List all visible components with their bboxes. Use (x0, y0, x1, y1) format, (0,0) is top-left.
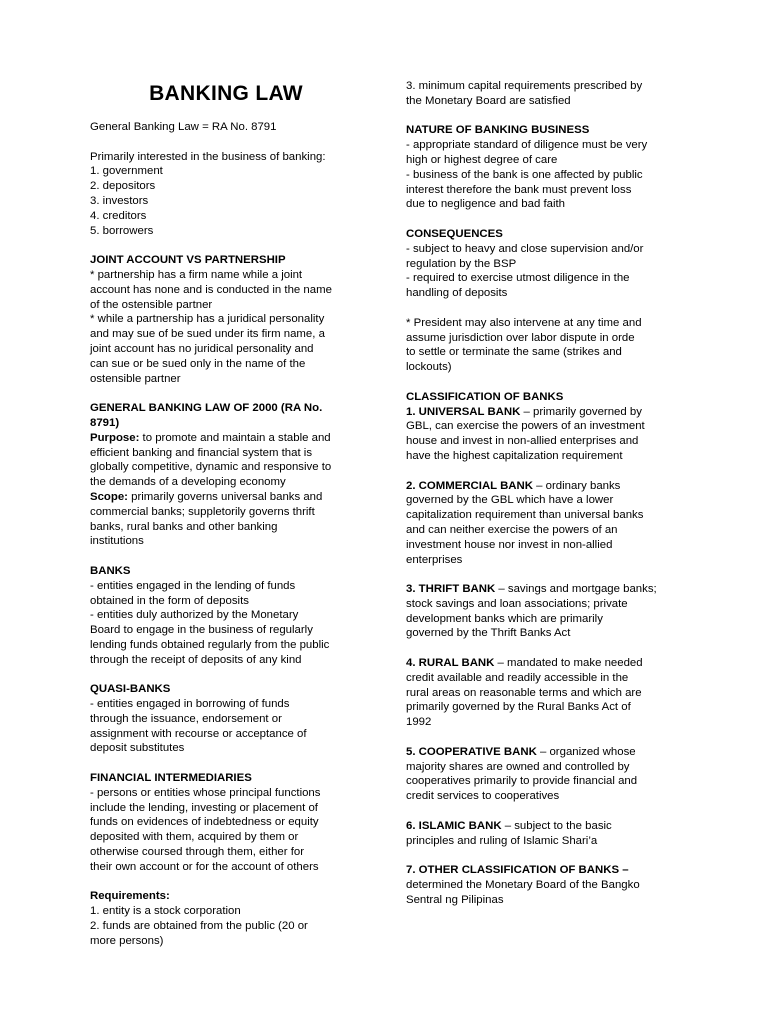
text-line: principles and ruling of Islamic Shari’a (406, 834, 598, 847)
bank-type-label: 4. RURAL BANK (406, 657, 495, 670)
text-line: can sue or be sued only in the name of the (90, 357, 306, 370)
text-line: * while a partnership has a juridical personality (90, 313, 325, 326)
text-line: GBL, can exercise the powers of an investment (406, 420, 645, 433)
consequences-section (406, 227, 684, 301)
text-line: 1. entity is a stock corporation (90, 905, 241, 918)
text-line: their own account or for the account of others (90, 860, 319, 873)
interested-section (90, 150, 366, 239)
text-line: development banks which are primarily (406, 612, 603, 625)
text-line: funds on evidences of indebtedness or equity (90, 816, 319, 829)
text-line: to settle or terminate the same (strikes and (406, 346, 622, 359)
bank-type-line (406, 405, 684, 420)
islamic-bank (406, 819, 684, 849)
purpose-text: to promote and maintain a stable and (139, 431, 331, 444)
text-line: - business of the bank is one affected by public (406, 168, 643, 181)
bank-type-line (406, 479, 684, 494)
cooperative-bank (406, 745, 684, 804)
requirements-continued (406, 79, 684, 109)
interested-item: 2. depositors (90, 180, 156, 193)
text-line: deposited with them, acquired by them or (90, 831, 299, 844)
text-line: - appropriate standard of diligence must be very (406, 139, 648, 152)
text-line: through the issuance, endorsement or (90, 712, 282, 725)
joint-account-section (90, 253, 366, 386)
document-title: BANKING LAW (149, 82, 303, 105)
text-line: more persons) (90, 934, 164, 947)
text-line: lockouts) (406, 361, 452, 374)
bank-type-label: 1. UNIVERSAL BANK (406, 405, 521, 418)
section-heading: JOINT ACCOUNT VS PARTNERSHIP (90, 254, 286, 267)
bank-type-text: – (619, 864, 629, 877)
section-heading: GENERAL BANKING LAW OF 2000 (RA No. (90, 402, 323, 415)
text-line: - entities engaged in borrowing of funds (90, 698, 290, 711)
scope-label: Scope: (90, 490, 128, 503)
quasi-banks-section (90, 682, 366, 756)
section-heading: FINANCIAL INTERMEDIARIES (90, 772, 252, 785)
banks-section (90, 564, 366, 668)
text-line: interest therefore the bank must prevent loss (406, 183, 632, 196)
bank-type-label: 5. COOPERATIVE BANK (406, 745, 537, 758)
text-line: otherwise coursed through them, either for (90, 846, 305, 859)
text-line: banks, rural banks and other banking (90, 520, 278, 533)
text-line: commercial banks; suppletorily governs thrift (90, 505, 315, 518)
rural-bank (406, 656, 684, 730)
section-heading: 8791) (90, 416, 120, 429)
bank-type-label: 6. ISLAMIC BANK (406, 819, 502, 832)
text-line: joint account has no juridical personality and (90, 342, 314, 355)
text-line: through the receipt of deposits of any kind (90, 653, 302, 666)
bank-type-label: 2. COMMERCIAL BANK (406, 479, 533, 492)
text-line: regulation by the BSP (406, 257, 517, 270)
section-heading: CONSEQUENCES (406, 227, 503, 240)
bank-type-text: – primarily governed by (520, 405, 642, 418)
interested-item: 4. creditors (90, 209, 147, 222)
bank-type-text: – organized whose (536, 745, 636, 758)
president-note (406, 316, 684, 375)
text-line: governed by the Thrift Banks Act (406, 627, 571, 640)
left-column (90, 120, 366, 949)
text-line: - subject to heavy and close supervision and/or (406, 242, 644, 255)
text-line: high or highest degree of care (406, 153, 558, 166)
commercial-bank (406, 479, 684, 568)
text-line: efficient banking and financial system that is (90, 446, 313, 459)
gbl-2000-section (90, 401, 366, 549)
text-line: Sentral ng Pilipinas (406, 893, 504, 906)
text-line: 3. minimum capital requirements prescribed by (406, 80, 643, 92)
text-line: capitalization requirement than universal banks (406, 509, 644, 522)
bank-type-line (406, 819, 684, 834)
section-heading: BANKS (90, 564, 131, 577)
text-line: governed by the GBL which have a lower (406, 494, 614, 507)
text-line: - entities engaged in the lending of funds (90, 579, 296, 592)
bank-type-line (406, 656, 684, 671)
text-line: - entities duly authorized by the Monetary (90, 609, 299, 622)
text-line: include the lending, investing or placement of (90, 801, 318, 814)
interested-item: 5. borrowers (90, 224, 154, 237)
text-line: and may sue of be sued under its firm name, a (90, 328, 325, 341)
requirements-section (90, 889, 366, 948)
bank-type-label: 7. OTHER CLASSIFICATION OF BANKS (406, 864, 620, 877)
text-line: ostensible partner (90, 372, 181, 385)
purpose-label: Purpose: (90, 431, 140, 444)
text-line: credit services to cooperatives (406, 790, 560, 803)
text-line: handling of deposits (406, 287, 508, 300)
text-line: credit available and readily accessible in the (406, 671, 629, 684)
text-line: due to negligence and bad faith (406, 198, 565, 211)
intro-line: General Banking Law = RA No. 8791 (90, 121, 277, 133)
text-line: - required to exercise utmost diligence in the (406, 272, 630, 285)
text-line: primarily governed by the Rural Banks Act of (406, 701, 631, 714)
intro-paragraph (90, 120, 366, 135)
section-heading: CLASSIFICATION OF BANKS (406, 390, 564, 403)
text-line: lending funds obtained regularly from the public (90, 638, 330, 651)
text-line: 1992 (406, 716, 432, 729)
scope-line (90, 490, 366, 505)
text-line: assume jurisdiction over labor dispute in orde (406, 331, 635, 344)
other-classification (406, 863, 684, 907)
bank-type-text: – savings and mortgage banks; (495, 583, 657, 596)
bank-type-line (406, 745, 684, 760)
text-line: obtained in the form of deposits (90, 594, 249, 607)
text-line: house and invest in non-allied enterprises and (406, 435, 639, 448)
thrift-bank (406, 582, 684, 641)
bank-type-label: 3. THRIFT BANK (406, 583, 496, 596)
interested-lead: Primarily interested in the business of banking: (90, 150, 326, 163)
interested-item: 1. government (90, 165, 163, 178)
text-line: institutions (90, 535, 144, 548)
scope-text: primarily governs universal banks and (127, 490, 323, 503)
text-line: 2. funds are obtained from the public (20 or (90, 920, 308, 933)
text-line: cooperatives primarily to provide financial and (406, 775, 638, 788)
text-line: globally competitive, dynamic and responsive to (90, 461, 332, 474)
nature-section (406, 123, 684, 212)
text-line: * partnership has a firm name while a joint (90, 268, 303, 281)
text-line: account has none and is conducted in the name (90, 283, 332, 296)
text-line: have the highest capitalization requirement (406, 449, 623, 462)
section-heading: NATURE OF BANKING BUSINESS (406, 124, 590, 137)
interested-item: 3. investors (90, 194, 149, 207)
text-line: Board to engage in the business of regularly (90, 624, 313, 637)
text-line: * President may also intervene at any time and (406, 316, 642, 329)
text-line: determined the Monetary Board of the Bangko (406, 879, 640, 892)
section-heading: Requirements: (90, 890, 170, 903)
financial-intermediaries-section (90, 771, 366, 875)
bank-type-line (406, 863, 684, 878)
bank-type-text: – ordinary banks (533, 479, 621, 492)
text-line: majority shares are owned and controlled by (406, 760, 630, 773)
text-line: deposit substitutes (90, 742, 185, 755)
text-line: rural areas on reasonable terms and which are (406, 686, 642, 699)
universal-bank (406, 390, 684, 464)
right-column (406, 79, 684, 908)
text-line: - persons or entities whose principal functions (90, 786, 321, 799)
bank-type-line (406, 582, 684, 597)
text-line: and can neither exercise the powers of an (406, 523, 618, 536)
text-line: stock savings and loan associations; private (406, 597, 628, 610)
section-heading: QUASI-BANKS (90, 683, 171, 696)
text-line: the demands of a developing economy (90, 476, 286, 489)
text-line: investment house nor invest in non-allied (406, 538, 613, 551)
bank-type-text: – subject to the basic (501, 819, 612, 832)
text-line: enterprises (406, 553, 463, 566)
text-line: assignment with recourse or acceptance of (90, 727, 307, 740)
text-line: of the ostensible partner (90, 298, 213, 311)
purpose-line (90, 431, 366, 446)
text-line: the Monetary Board are satisfied (406, 94, 571, 107)
bank-type-text: – mandated to make needed (494, 657, 643, 670)
